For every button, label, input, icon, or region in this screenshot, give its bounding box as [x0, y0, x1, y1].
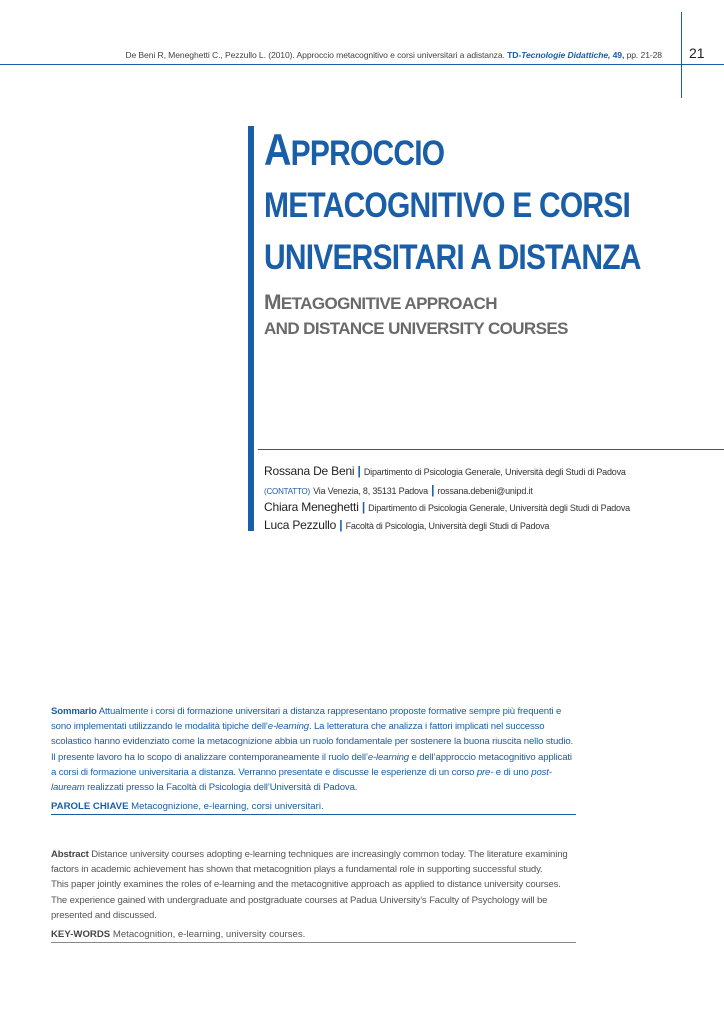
title-accent-bar: [248, 126, 254, 531]
title-line-3: UNIVERSITARI A DISTANZA: [264, 238, 641, 278]
contact-label: (CONTATTO): [264, 487, 310, 496]
article-title: [264, 125, 719, 284]
page-number: 21: [689, 45, 705, 61]
journal-pages: pp. 21-28: [626, 50, 662, 60]
author-entry: [264, 464, 626, 478]
article-subtitle: [264, 290, 719, 341]
author-name: Chiara Meneghetti: [264, 500, 359, 514]
parole-chiave-text: Metacognizione, e-learning, corsi universitari.: [131, 801, 324, 812]
citation-text: De Beni R, Meneghetti C., Pezzullo L. (2010). Approccio metacognitivo e corsi universitari a adistanza.: [125, 50, 505, 60]
author-affiliation: Dipartimento di Psicologia Generale, Università degli Studi di Padova: [368, 503, 630, 513]
contact-separator: |: [431, 483, 435, 497]
author-affiliation: Dipartimento di Psicologia Generale, Università degli Studi di Padova: [363, 467, 626, 477]
subtitle-line-2: AND DISTANCE UNIVERSITY COURSES: [264, 319, 568, 338]
sommario-label: Sommario: [51, 706, 97, 717]
parole-chiave: [51, 801, 576, 815]
contact-address: Via Venezia, 8, 35131 Padova: [313, 486, 428, 496]
abstract-label: Abstract: [51, 849, 89, 860]
abstract-paragraph: Abstract Distance university courses adopting e-learning techniques are increasingly common today. The literature examining factors in academic achievement has shown that metacognition plays a fundamental role in supporting successful study. This paper jointly examines the roles of e-learning and the metacognitive approach as applied to distance university courses. The experience gained with undergraduate and postgraduate courses at Padua University’s Faculty of Psychology will be presented and discussed.: [51, 849, 568, 921]
authors-rule: [258, 449, 724, 450]
author-affiliation: Facoltà di Psicologia, Università degli Studi di Padova: [345, 521, 550, 531]
title-line-2: METACOGNITIVO E CORSI: [264, 186, 630, 226]
author-entry: [264, 500, 630, 514]
author-separator: |: [361, 500, 365, 514]
journal-prefix: TD-: [507, 50, 522, 60]
header-rule: [0, 64, 724, 65]
running-header-citation: [125, 50, 662, 60]
parole-chiave-label: PAROLE CHIAVE: [51, 801, 129, 812]
contact-email[interactable]: rossana.debeni@unipd.it: [437, 486, 533, 496]
subtitle-line-1: METAGOGNITIVE APPROACH: [264, 291, 497, 314]
journal-volume: 49,: [612, 50, 625, 60]
header-vertical-rule: [681, 12, 682, 98]
contact-entry: [264, 483, 533, 497]
author-entry: [264, 518, 549, 532]
key-words-label: KEY-WORDS: [51, 929, 111, 940]
key-words: [51, 929, 576, 943]
author-separator: |: [357, 464, 361, 478]
author-separator: |: [339, 518, 343, 532]
author-name: Rossana De Beni: [264, 464, 355, 478]
journal-name: Tecnologie Didattiche,: [521, 50, 611, 60]
sommario-paragraph: Sommario Attualmente i corsi di formazione universitari a distanza rappresentano proposte formative sempre più frequenti e sono implementati utilizzando le modalità tipiche dell’e-learning. La letteratura che analizza i fattori implicati nel successo scolastico hanno evidenziato come la metacognizione abbia un ruolo fondamentale per sostenere la buona riuscita nello studio. Il presente lavoro ha lo scopo di analizzare contemporaneamente il ruolo dell’e-learning e dell’approccio metacognitivo applicati a corsi di formazione universitaria a distanza. Verranno presentate e discusse le esperienze di un corso pre- e di uno post- lauream realizzati presso la Facoltà di Psicologia dell’Università di Padova.: [51, 706, 574, 794]
title-line-1: APPROCCIO: [264, 126, 445, 176]
key-words-text: Metacognition, e-learning, university courses.: [112, 929, 306, 940]
author-name: Luca Pezzullo: [264, 518, 337, 532]
